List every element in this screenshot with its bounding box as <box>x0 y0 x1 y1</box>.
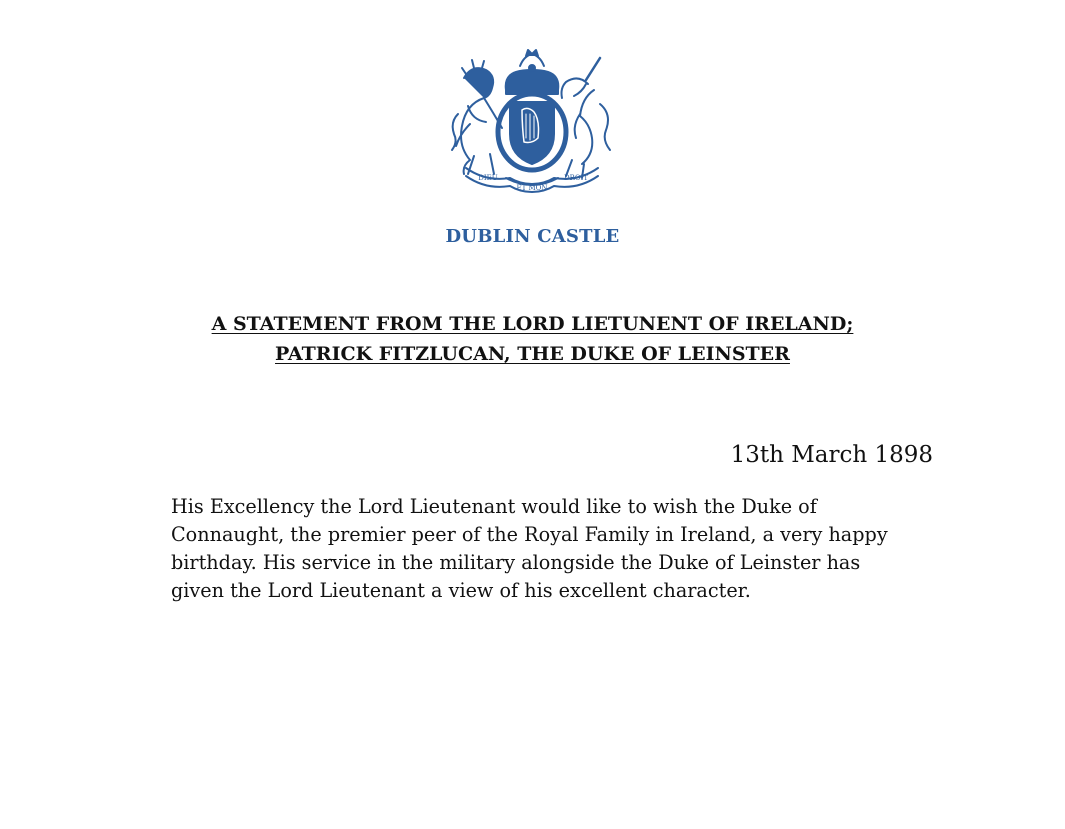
statement-body: His Excellency the Lord Lieutenant would like to wish the Duke of Connaught, the premier peer of the Royal Family in Ireland, a very happy birthday. His service in the military alongside the Duke of Leinster has given the Lord Lieutenant a view of his excellent character. <box>171 495 888 602</box>
statement-date: 13th March 1898 <box>730 442 933 468</box>
royal-coat-of-arms-logo <box>444 44 620 196</box>
office-name: DUBLIN CASTLE <box>445 226 620 247</box>
motto-middle-text: ET MON <box>516 184 548 192</box>
motto-right-text: DROIT <box>563 174 589 182</box>
statement-title-line-1: A STATEMENT FROM THE LORD LIETUNENT OF IRELAND; <box>211 313 854 335</box>
motto-left-text: DIEU <box>478 174 498 182</box>
statement-title-line-2: PATRICK FITZLUCAN, THE DUKE OF LEINSTER <box>275 343 790 365</box>
statement-title <box>0 309 1065 369</box>
